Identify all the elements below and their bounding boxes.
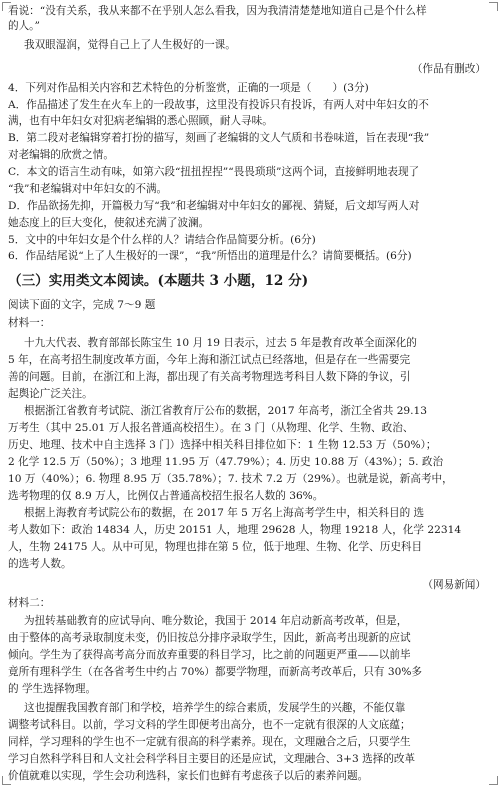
story-line: 看说：“没有关系，我从来都不在乎别人怎么看我，因为我清清楚楚地知道自己是个什么样 — [8, 5, 427, 17]
paragraph-line: 同样，学习理科的学生也不一定就有很高的科学素养。现在，文理融合之后，只要学生 — [8, 736, 411, 748]
material-label: 材料二： — [8, 597, 51, 609]
option-a: 满，也有中年妇女对犯病老编辑的悉心照顾，耐人寻味。 — [8, 115, 273, 127]
paragraph-line: 倾向。学生为了获得高考高分而放弃重要的科目学习，比之前的问题更严重——以前毕 — [8, 649, 411, 661]
paragraph-line: 10 万（40%）；6. 物理 8.95 万（35.78%）；7. 技术 7.2 万（29%）。也就是说，新高考中， — [8, 473, 453, 485]
paragraph-line: 这也提醒我国教育部门和学校，培养学生的综合素质，发展学生的兴趣，不能仅靠 — [24, 702, 406, 714]
instruction: 阅读下面的文字，完成 7～9 题 — [8, 299, 156, 311]
paragraph-line: 起舆论广泛关注。 — [8, 388, 93, 400]
paragraph-line: 调整考试科目。以前，学习文科的学生即便考出高分，也不一定就有很深的人文底蕴； — [8, 719, 411, 731]
option-d: 她态度上的巨大变化，使叙述充满了波澜。 — [8, 217, 210, 229]
paragraph-line: 十九大代表、教育部部长陈宝生 10 月 19 日表示，过去 5 年是教育改革全面深化的 — [24, 337, 417, 349]
paragraph-line: 万考生（其中 25.01 万人报名普通高校招生）。在 3 门（从物理、化学、生物、政治、 — [8, 422, 414, 434]
question-6: 6．作品结尾说“上了人生极好的一课”，“我”所悟出的道理是什么？请简要概括。(6分) — [8, 250, 412, 262]
paragraph-line: 5 年，在高考招生制度改革方面，今年上海和浙江试点已经落地，但是存在一些需要完 — [8, 354, 411, 366]
paragraph-line: 竟所有理科学生（在各省考生中约占 70%）都要学物理，而新高考改革后，只有 30%多 — [8, 666, 423, 678]
story-line: 的人。” — [8, 20, 40, 32]
option-b: B．第二段对老编辑穿着打扮的描写，刻画了老编辑的文人气质和书卷味道，旨在表现“我” — [8, 132, 430, 144]
source-note: （作品有删改） — [411, 63, 486, 75]
section-heading: （三）实用类文本阅读。(本题共 3 小题，12 分) — [8, 273, 309, 289]
paragraph-line: 2 化学 12.5 万（50%）；3 地理 11.95 万（47.79%）；4. 历史 10.88 万（43%）；5. 政治 — [8, 456, 444, 468]
paragraph-line: 根据上海教育考试院公布的数据，在 2017 年 5 万名上海高考学生中，相关科目的 选 — [24, 507, 425, 519]
option-c: “我”和老编辑对中年妇女的不满。 — [8, 183, 168, 195]
paragraph-line: 考人数如下：政治 14834 人，历史 20151 人，地理 29628 人，物理 19218 人，化学 22314 — [8, 524, 462, 536]
paragraph-line: 为扭转基础教育的应试导向、唯分数论，我国于 2014 年启动新高考改革，但是， — [24, 615, 408, 627]
material-label: 材料一： — [8, 317, 51, 329]
paragraph-line: 历史、地理、技术中自主选择 3 门）选择中相关科目排位如下：1 生物 12.53 万（50%）； — [8, 439, 437, 451]
question-4-stem: 4．下列对作品相关内容和艺术特色的分析鉴赏，正确的一项是（ ）(3分) — [8, 82, 369, 94]
question-5: 5．文中的中年妇女是个什么样的人？请结合作品简要分析。(6分) — [8, 234, 316, 246]
option-b: 对老编辑的欣赏之情。 — [8, 149, 114, 161]
paragraph-line: 由于整体的高考录取制度未变，仍旧按总分排序录取学生，因此，新高考出现新的应试 — [8, 632, 411, 644]
paragraph-line: 学习自然科学科目和人文社会科学科目主要目的还是应试，文理融合、3+3 选择的改革 — [8, 753, 416, 765]
option-c: C．本文的语言生动有味，如第六段“扭扭捏捏”“畏畏琐琐”这两个词，直接鲜明地表现了 — [8, 166, 420, 178]
source-note: （网易新闻） — [422, 579, 486, 591]
paragraph-line: 善的问题。目前，在浙江和上海，都出现了有关高考物理选考科目人数下降的争议，引 — [8, 371, 411, 383]
paragraph-line: 选考物理的仅 8.9 万人，比例仅占普通高校招生报名人数的 36%。 — [8, 490, 324, 502]
option-a: A．作品描述了发生在火车上的一段故事，这里没有投诉只有投诉，有两人对中年妇女的不 — [8, 99, 429, 111]
story-line: 我双眼湿润，觉得自己上了人生极好的一课。 — [24, 39, 236, 51]
paragraph-line: 人，生物 24175 人。从中可见，物理也排在第 5 位，低于地理、生物、化学、历史科目 — [8, 541, 423, 553]
paragraph-line: 的选考人数。 — [8, 558, 72, 570]
paragraph-line: 的 学生选择物理。 — [8, 683, 97, 695]
paragraph-line: 根据浙江省教育考试院、浙江省教育厅公布的数据，2017 年高考，浙江全省共 29.13 — [24, 405, 428, 417]
paragraph-line: 价值就难以实现，学生会功利选科，家长们也鲜有考虑孩子以后的素养问题。 — [8, 770, 369, 782]
option-d: D．作品欲扬先抑，开篇极力写“我”和老编辑对中年妇女的鄙视、猜疑，后文却写两人对 — [8, 200, 420, 212]
